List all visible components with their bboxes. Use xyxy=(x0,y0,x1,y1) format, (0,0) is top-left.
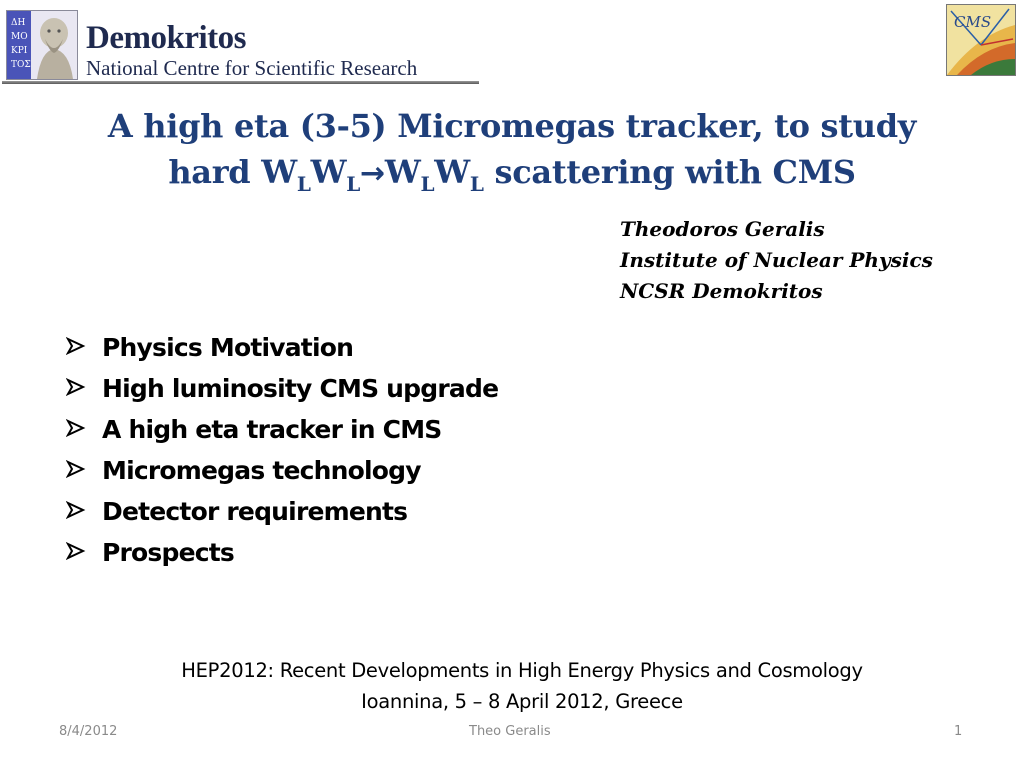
org-subtitle: National Centre for Scientific Research xyxy=(86,56,418,80)
svg-text:ΚΡΙ: ΚΡΙ xyxy=(11,46,28,56)
author-name: Theodoros Geralis xyxy=(620,217,825,241)
svg-text:ΜΟ: ΜΟ xyxy=(11,32,28,42)
title-line-1: A high eta (3-5) Micromegas tracker, to study xyxy=(107,107,917,145)
outline-list xyxy=(66,327,498,573)
author-institute: Institute of Nuclear Physics xyxy=(620,248,933,272)
list-item: Micromegas technology xyxy=(66,450,498,491)
header-divider xyxy=(2,81,479,84)
list-item: High luminosity CMS upgrade xyxy=(66,368,498,409)
author-block xyxy=(620,214,933,307)
conference-name: HEP2012: Recent Developments in High Energy Physics and Cosmology xyxy=(181,659,863,682)
footer-date: 8/4/2012 xyxy=(59,724,118,739)
footer-author: Theo Geralis xyxy=(469,724,551,739)
arrow-bullet-icon xyxy=(66,497,102,526)
conference-location: Ioannina, 5 – 8 April 2012, Greece xyxy=(361,690,683,713)
svg-text:ΤΟΣ: ΤΟΣ xyxy=(11,60,31,70)
org-name: Demokritos xyxy=(86,20,246,56)
svg-text:CMS: CMS xyxy=(954,13,992,31)
slide-title xyxy=(0,103,1024,197)
arrow-bullet-icon xyxy=(66,415,102,444)
svg-text:ΔΗ: ΔΗ xyxy=(11,18,26,28)
demokritos-logo xyxy=(6,10,78,80)
list-item: Physics Motivation xyxy=(66,327,498,368)
arrow-right-icon: → xyxy=(360,156,385,191)
title-line-2: hard $W_LW_L\to W_LW_L$ scattering with CMS xyxy=(168,153,856,196)
list-item: A high eta tracker in CMS xyxy=(66,409,498,450)
arrow-bullet-icon xyxy=(66,374,102,403)
cms-logo xyxy=(946,4,1016,76)
conference-info xyxy=(0,655,1024,717)
arrow-bullet-icon xyxy=(66,333,102,362)
footer-page-number: 1 xyxy=(954,724,963,739)
list-item: Prospects xyxy=(66,532,498,573)
arrow-bullet-icon xyxy=(66,456,102,485)
list-item: Detector requirements xyxy=(66,491,498,532)
author-organization: NCSR Demokritos xyxy=(620,279,823,303)
arrow-bullet-icon xyxy=(66,538,102,567)
